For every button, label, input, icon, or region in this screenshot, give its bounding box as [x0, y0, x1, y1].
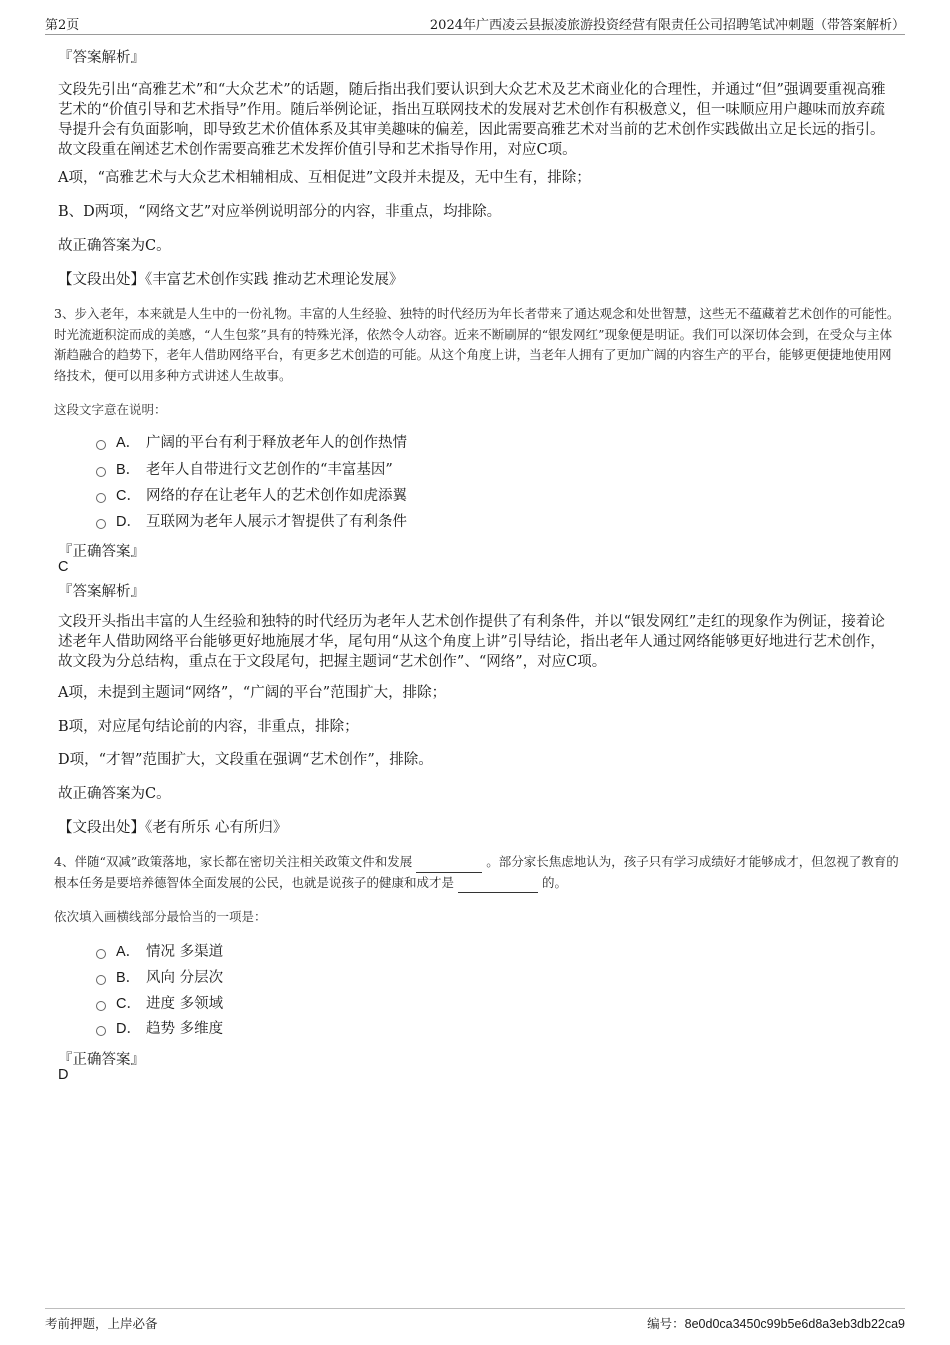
q2-source: 【文段出处】《丰富艺术创作实践 推动艺术理论发展》 — [58, 272, 404, 288]
option-text: 风向 分层次 — [146, 970, 224, 986]
page-number: 第2页 — [45, 18, 80, 33]
q3-source: 【文段出处】《老有所乐 心有所归》 — [58, 820, 288, 836]
radio-icon[interactable] — [96, 519, 106, 529]
option-letter: B． — [116, 462, 141, 478]
q3-conclusion: 故正确答案为C。 — [58, 786, 171, 802]
q4-stem-part1: 4、伴随“双减”政策落地，家长都在密切关注相关政策文件和发展 — [54, 854, 413, 869]
q4-option-a[interactable] — [96, 942, 223, 962]
document-title: 2024年广西凌云县振凌旅游投资经营有限责任公司招聘笔试冲刺题（带答案解析） — [429, 18, 905, 33]
radio-icon[interactable] — [96, 1001, 106, 1011]
radio-icon[interactable] — [96, 493, 106, 503]
option-text: 趋势 多维度 — [146, 1021, 224, 1037]
fill-blank-1[interactable] — [416, 858, 482, 873]
q3-option-d[interactable] — [96, 512, 407, 532]
q4-option-d[interactable] — [96, 1019, 223, 1039]
q3-correct-answer: C — [58, 559, 69, 575]
option-text: 情况 多渠道 — [146, 944, 224, 960]
option-letter: C． — [116, 488, 141, 504]
q3-note-d: D项，“才智”范围扩大，文段重在强调“艺术创作”，排除。 — [58, 752, 433, 768]
option-letter: A． — [116, 944, 141, 960]
q3-note-b: B项，对应尾句结论前的内容，非重点，排除； — [58, 719, 359, 735]
page-footer — [45, 1308, 905, 1331]
option-text: 进度 多领域 — [146, 996, 224, 1012]
q3-analysis-label: 『答案解析』 — [58, 584, 145, 600]
q2-note-a: A项，“高雅艺术与大众艺术相辅相成、互相促进”文段并未提及，无中生有，排除； — [58, 170, 591, 186]
footer-slogan: 考前押题，上岸必备 — [45, 1316, 158, 1331]
q3-correct-label: 『正确答案』 — [58, 544, 145, 560]
q4-prompt: 依次填入画横线部分最恰当的一项是： — [54, 909, 267, 924]
q4-correct-answer: D — [58, 1067, 69, 1083]
radio-icon[interactable] — [96, 440, 106, 450]
code-value: 8e0d0ca3450c99b5e6d8a3eb3db22ca9 — [684, 1317, 905, 1331]
option-letter: B． — [116, 970, 141, 986]
code-label: 编号： — [647, 1316, 685, 1331]
option-letter: D． — [116, 1021, 141, 1037]
radio-icon[interactable] — [96, 467, 106, 477]
option-letter: A． — [116, 435, 141, 451]
q4-correct-label: 『正确答案』 — [58, 1052, 145, 1068]
q3-prompt: 这段文字意在说明： — [54, 402, 167, 417]
q4-stem — [54, 852, 902, 893]
q4-option-b[interactable] — [96, 968, 223, 988]
q3-analysis: 文段开头指出丰富的人生经验和独特的时代经历为老年人艺术创作提供了有利条件，并以“银发网红”走红的现象作为例证，接着论述老年人借助网络平台能够更好地施展才华，尾句用“从这个角度上讲”引导结论，指出老年人通过网络能够更好地进行艺术创作，故文段为分总结构，重点在于文段尾句，把握主题词“艺术创作”、“网络”，对应C项。 — [58, 614, 885, 670]
option-letter: D． — [116, 514, 141, 530]
q4-option-c[interactable] — [96, 994, 223, 1014]
fill-blank-2[interactable] — [458, 878, 538, 893]
document-code — [647, 1314, 905, 1332]
q2-analysis-label: 『答案解析』 — [58, 50, 145, 66]
radio-icon[interactable] — [96, 949, 106, 959]
option-letter: C． — [116, 996, 141, 1012]
radio-icon[interactable] — [96, 1026, 106, 1036]
q2-note-bd: B、D两项，“网络文艺”对应举例说明部分的内容，非重点，均排除。 — [58, 204, 502, 220]
q3-option-c[interactable] — [96, 486, 407, 506]
q3-option-a[interactable] — [96, 433, 407, 453]
option-text: 网络的存在让老年人的艺术创作如虎添翼 — [146, 488, 407, 504]
option-text: 互联网为老年人展示才智提供了有利条件 — [146, 514, 407, 530]
q3-stem: 3、步入老年，本来就是人生中的一份礼物。丰富的人生经验、独特的时代经历为年长者带来了通达观念和处世智慧，这些无不蕴藏着艺术创作的可能性。时光流逝积淀而成的美感，“人生包浆”具有的特殊光泽，依然令人动容。近来不断刷屏的“银发网红”现象便是明证。我们可以深切体会到，在受众与主体渐趋融合的趋势下，老年人借助网络平台，有更多艺术创造的可能。从这个角度上讲，当老年人拥有了更加广阔的内容生产的平台，能够更便捷地使用网络技术，便可以用多种方式讲述人生故事。 — [54, 306, 900, 383]
q2-conclusion: 故正确答案为C。 — [58, 238, 171, 254]
q3-note-a: A项，未提到主题词“网络”，“广阔的平台”范围扩大，排除； — [58, 685, 447, 701]
q4-stem-part3: 的。 — [541, 874, 567, 890]
page-header — [45, 12, 905, 35]
option-text: 广阔的平台有利于释放老年人的创作热情 — [146, 435, 407, 451]
radio-icon[interactable] — [96, 975, 106, 985]
option-text: 老年人自带进行文艺创作的“丰富基因” — [146, 462, 393, 478]
q2-analysis: 文段先引出“高雅艺术”和“大众艺术”的话题，随后指出我们要认识到大众艺术及艺术商业化的合理性，并通过“但”强调要重视高雅艺术的“价值引导和艺术指导”作用。随后举例论证，指出互联网技术的发展对艺术创作有积极意义，但一味顺应用户趣味而放弃疏导提升会有负面影响，即导致艺术价值体系及其审美趣味的偏差，因此需要高雅艺术对当前的艺术创作实践做出立足长远的指引。故文段重在阐述艺术创作需要高雅艺术发挥价值引导和艺术指导作用，对应C项。 — [58, 82, 886, 158]
q4-stem-part2: 。部分家长焦虑地认为，孩子只有学习成绩好才能够成才，但忽视了教育的根本任务是要培养德智体全面发展的公民，也就是说孩子的健康和成才是 — [54, 854, 899, 890]
q3-option-b[interactable] — [96, 460, 393, 480]
